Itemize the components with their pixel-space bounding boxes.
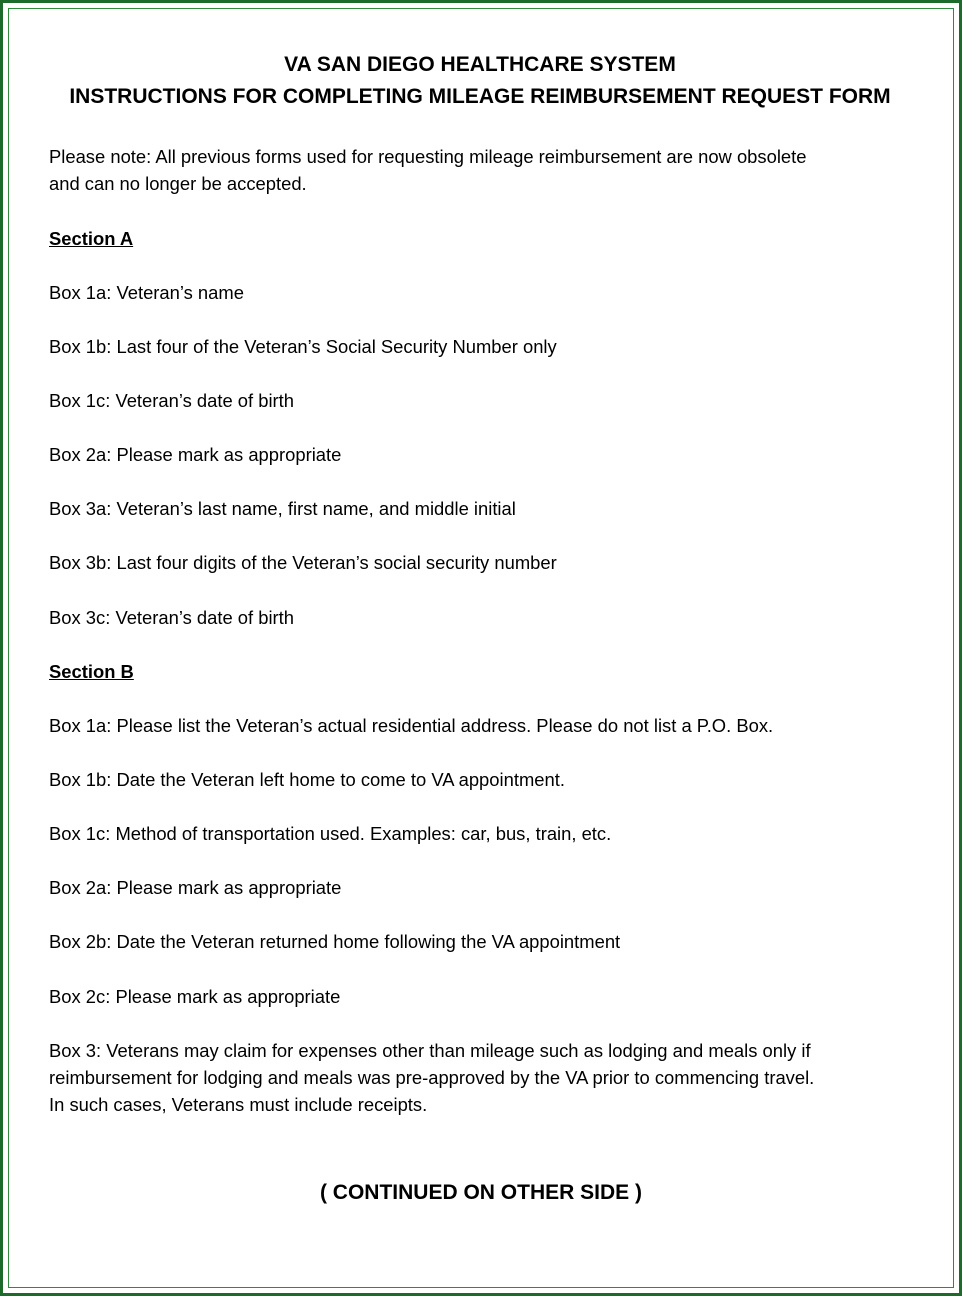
section-a-item: Box 3c: Veteran’s date of birth <box>49 607 295 628</box>
section-a-item: Box 3b: Last four digits of the Veteran’s social security number <box>49 552 557 573</box>
section-a-title: Section A <box>49 228 134 249</box>
box3-line-3: In such cases, Veterans must include receipts. <box>49 1094 428 1115</box>
box3-line-1: Box 3: Veterans may claim for expenses other than mileage such as lodging and meals only if <box>49 1040 811 1061</box>
section-a-item: Box 2a: Please mark as appropriate <box>49 444 342 465</box>
continued-note: ( CONTINUED ON OTHER SIDE ) <box>319 1181 642 1204</box>
document-title-line-2: INSTRUCTIONS FOR COMPLETING MILEAGE REIMBURSEMENT REQUEST FORM <box>69 85 891 108</box>
section-b-item: Box 1b: Date the Veteran left home to come to VA appointment. <box>49 769 565 790</box>
section-b-item: Box 2a: Please mark as appropriate <box>49 877 342 898</box>
section-b-item: Box 1c: Method of transportation used. Examples: car, bus, train, etc. <box>49 823 612 844</box>
section-b-item: Box 2c: Please mark as appropriate <box>49 986 341 1007</box>
section-b-item: Box 2b: Date the Veteran returned home following the VA appointment <box>49 931 621 952</box>
document-title-line-1: VA SAN DIEGO HEALTHCARE SYSTEM <box>284 53 676 76</box>
box3-line-2: reimbursement for lodging and meals was pre-approved by the VA prior to commencing travel. <box>49 1067 815 1088</box>
section-a-item: Box 1a: Veteran’s name <box>49 282 244 303</box>
section-b-item: Box 1a: Please list the Veteran’s actual residential address. Please do not list a P.O. Box. <box>49 715 774 736</box>
section-a-item: Box 1b: Last four of the Veteran’s Social Security Number only <box>49 336 557 357</box>
section-a-item: Box 3a: Veteran’s last name, first name, and middle initial <box>49 498 516 519</box>
note-line-1: Please note: All previous forms used for requesting mileage reimbursement are now obsolete <box>49 146 807 167</box>
section-b-title: Section B <box>49 661 134 682</box>
note-line-2: and can no longer be accepted. <box>49 173 307 194</box>
section-a-item: Box 1c: Veteran’s date of birth <box>49 390 295 411</box>
